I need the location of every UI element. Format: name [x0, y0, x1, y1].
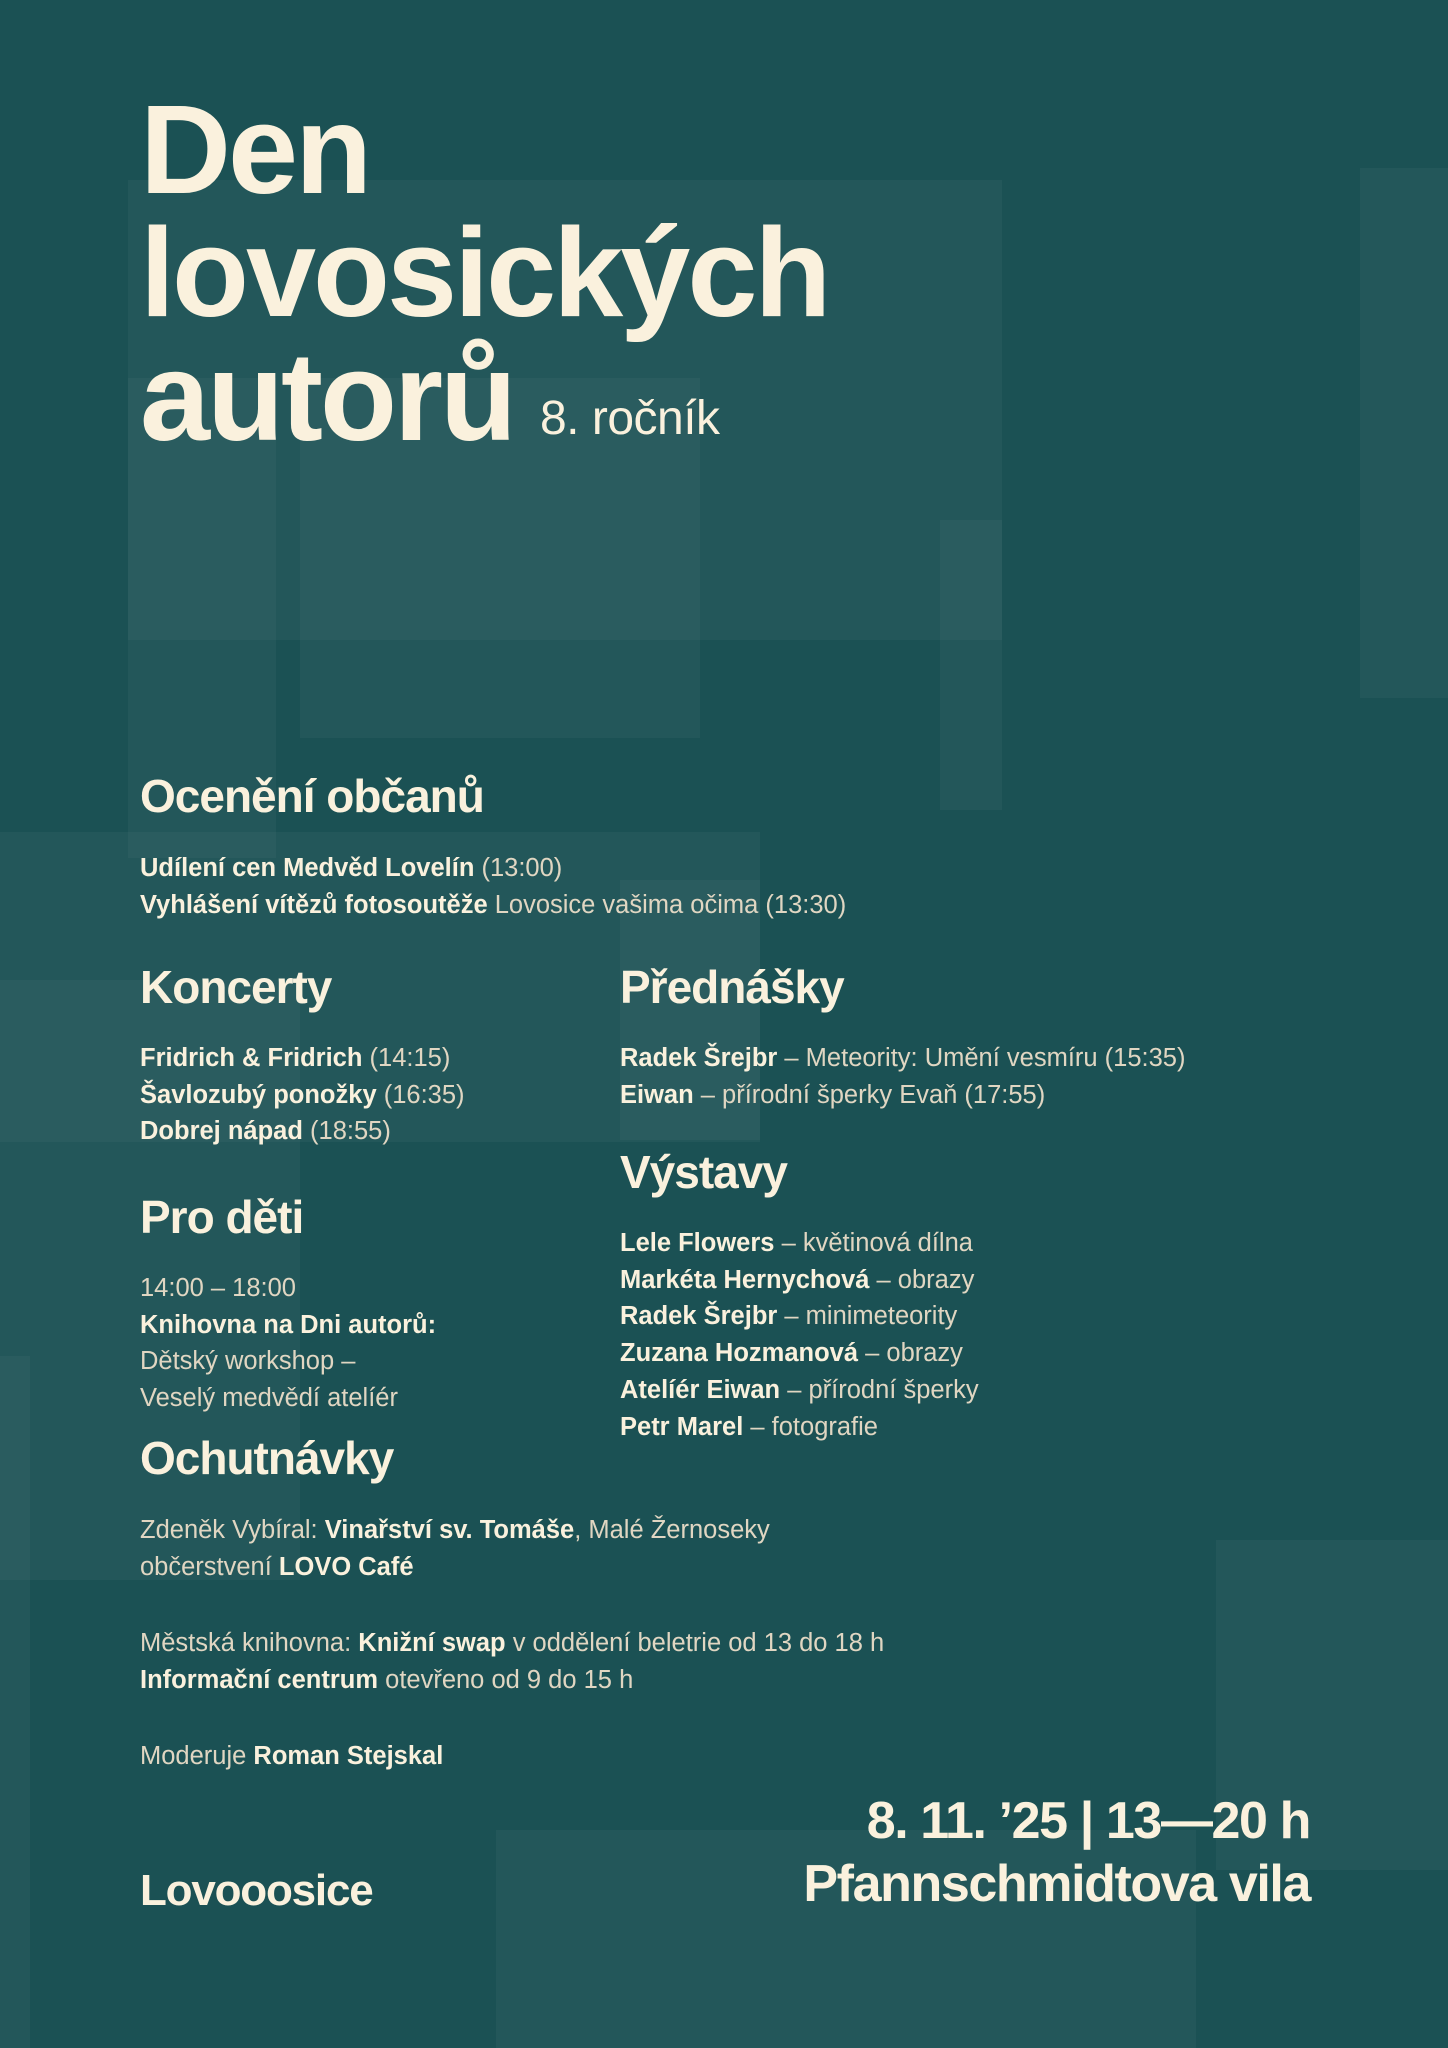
item-detail: (14:15) — [362, 1044, 451, 1072]
section-heading-oceneni: Ocenění občanů — [140, 770, 484, 822]
title-line-2: lovosických — [140, 202, 829, 344]
list-item — [140, 887, 846, 924]
item-detail: v oddělení beletrie od 13 do 18 h — [505, 1629, 885, 1657]
item-detail: – přírodní šperky Evaň (17:55) — [693, 1080, 1046, 1109]
prodeti-detail-2 — [140, 1380, 436, 1417]
list-item — [620, 1077, 1185, 1114]
item-name: Zuzana Hozmanová — [620, 1339, 859, 1368]
item-name: Eiwan — [620, 1080, 694, 1109]
item-name: Vinařství sv. Tomáše — [324, 1516, 575, 1544]
item-detail: – přírodní šperky — [780, 1375, 979, 1404]
item-detail: otevřeno od 9 do 15 h — [378, 1665, 634, 1694]
item-name: Markéta Hernychová — [620, 1265, 870, 1294]
list-item — [140, 1662, 884, 1699]
list-item — [620, 1040, 1185, 1077]
list-item — [140, 1625, 884, 1662]
item-detail: – Meteority: Umění vesmíru (15:35) — [777, 1044, 1186, 1072]
item-name: Udílení cen Medvěd Lovelín — [140, 854, 475, 882]
edition-label: 8. ročník — [539, 391, 720, 445]
prodeti-venue-text: Knihovna na Dni autorů: — [140, 1310, 437, 1339]
item-name: Knižní swap — [358, 1629, 506, 1657]
section-body-prednasky — [620, 1040, 1185, 1113]
section-body-prodeti — [140, 1270, 436, 1417]
event-datetime: 8. 11. ’25 | 13—20 h — [866, 1792, 1310, 1850]
prodeti-venue — [140, 1307, 436, 1344]
list-item — [140, 850, 846, 887]
item-name: Roman Stejskal — [253, 1742, 444, 1770]
list-item — [620, 1335, 979, 1372]
item-prefix: Městská knihovna: — [140, 1629, 359, 1657]
brand-logo: Lovooosice — [140, 1866, 373, 1915]
poster-title — [140, 79, 1360, 467]
item-detail: – minimeteority — [777, 1302, 958, 1331]
item-name: Dobrej nápad — [140, 1117, 303, 1146]
title-line-3: autorů — [140, 325, 514, 467]
item-name: Atelíér Eiwan — [620, 1375, 781, 1404]
item-detail: (16:35) — [376, 1080, 465, 1109]
list-item — [620, 1225, 979, 1262]
list-item — [140, 1549, 770, 1586]
prodeti-time — [140, 1270, 436, 1307]
list-item — [140, 1113, 465, 1150]
section-body-oceneni — [140, 850, 846, 923]
item-detail: – obrazy — [858, 1339, 963, 1368]
section-heading-koncerty: Koncerty — [140, 961, 332, 1013]
list-item — [140, 1512, 770, 1549]
item-name: Vyhlášení vítězů fotosoutěže — [140, 890, 488, 919]
item-name: Lele Flowers — [620, 1229, 775, 1257]
prodeti-detail-2-text: Veselý medvědí atelíér — [140, 1384, 398, 1413]
item-name: Radek Šrejbr — [620, 1044, 778, 1072]
title-line-1: Den — [140, 79, 370, 220]
item-prefix: občerstvení — [140, 1552, 279, 1581]
item-prefix: Moderuje — [140, 1742, 254, 1770]
footer-details — [803, 1790, 1310, 1917]
list-item — [620, 1262, 979, 1299]
item-name: Fridrich & Fridrich — [140, 1044, 363, 1072]
event-venue: Pfannschmidtova vila — [803, 1855, 1310, 1914]
list-item — [620, 1372, 979, 1409]
list-item — [140, 1077, 465, 1114]
item-detail: – květinová dílna — [774, 1229, 973, 1257]
item-detail: , Malé Žernoseky — [574, 1516, 770, 1544]
title-line-3-row — [140, 325, 1360, 467]
item-name: Informační centrum — [140, 1665, 379, 1694]
section-heading-ochutnavky: Ochutnávky — [140, 1432, 394, 1484]
list-item — [620, 1409, 979, 1446]
section-body-ochutnavky-vino — [140, 1512, 770, 1585]
section-heading-prednasky: Přednášky — [620, 961, 844, 1013]
item-detail: (18:55) — [302, 1117, 391, 1146]
prodeti-detail-1-text: Dětský workshop – — [140, 1347, 356, 1376]
section-body-vystavy — [620, 1225, 979, 1445]
list-item — [140, 1738, 443, 1775]
item-name: Radek Šrejbr — [620, 1302, 778, 1331]
section-body-knihovna — [140, 1625, 884, 1698]
item-prefix: Zdeněk Vybíral: — [140, 1516, 325, 1544]
item-detail: – fotografie — [743, 1412, 878, 1441]
prodeti-detail-1 — [140, 1343, 436, 1380]
list-item — [140, 1040, 465, 1077]
section-body-koncerty — [140, 1040, 465, 1150]
section-heading-prodeti: Pro děti — [140, 1191, 304, 1243]
item-detail: (13:00) — [474, 854, 563, 882]
section-heading-vystavy: Výstavy — [620, 1146, 787, 1198]
item-detail: – obrazy — [869, 1265, 975, 1294]
section-body-moderator — [140, 1738, 443, 1775]
list-item — [620, 1298, 979, 1335]
item-name: LOVO Café — [278, 1552, 414, 1581]
prodeti-time-text: 14:00 – 18:00 — [140, 1274, 296, 1302]
item-detail: Lovosice vašima očima (13:30) — [487, 890, 847, 919]
item-name: Petr Marel — [620, 1412, 744, 1441]
item-name: Šavlozubý ponožky — [140, 1080, 377, 1109]
